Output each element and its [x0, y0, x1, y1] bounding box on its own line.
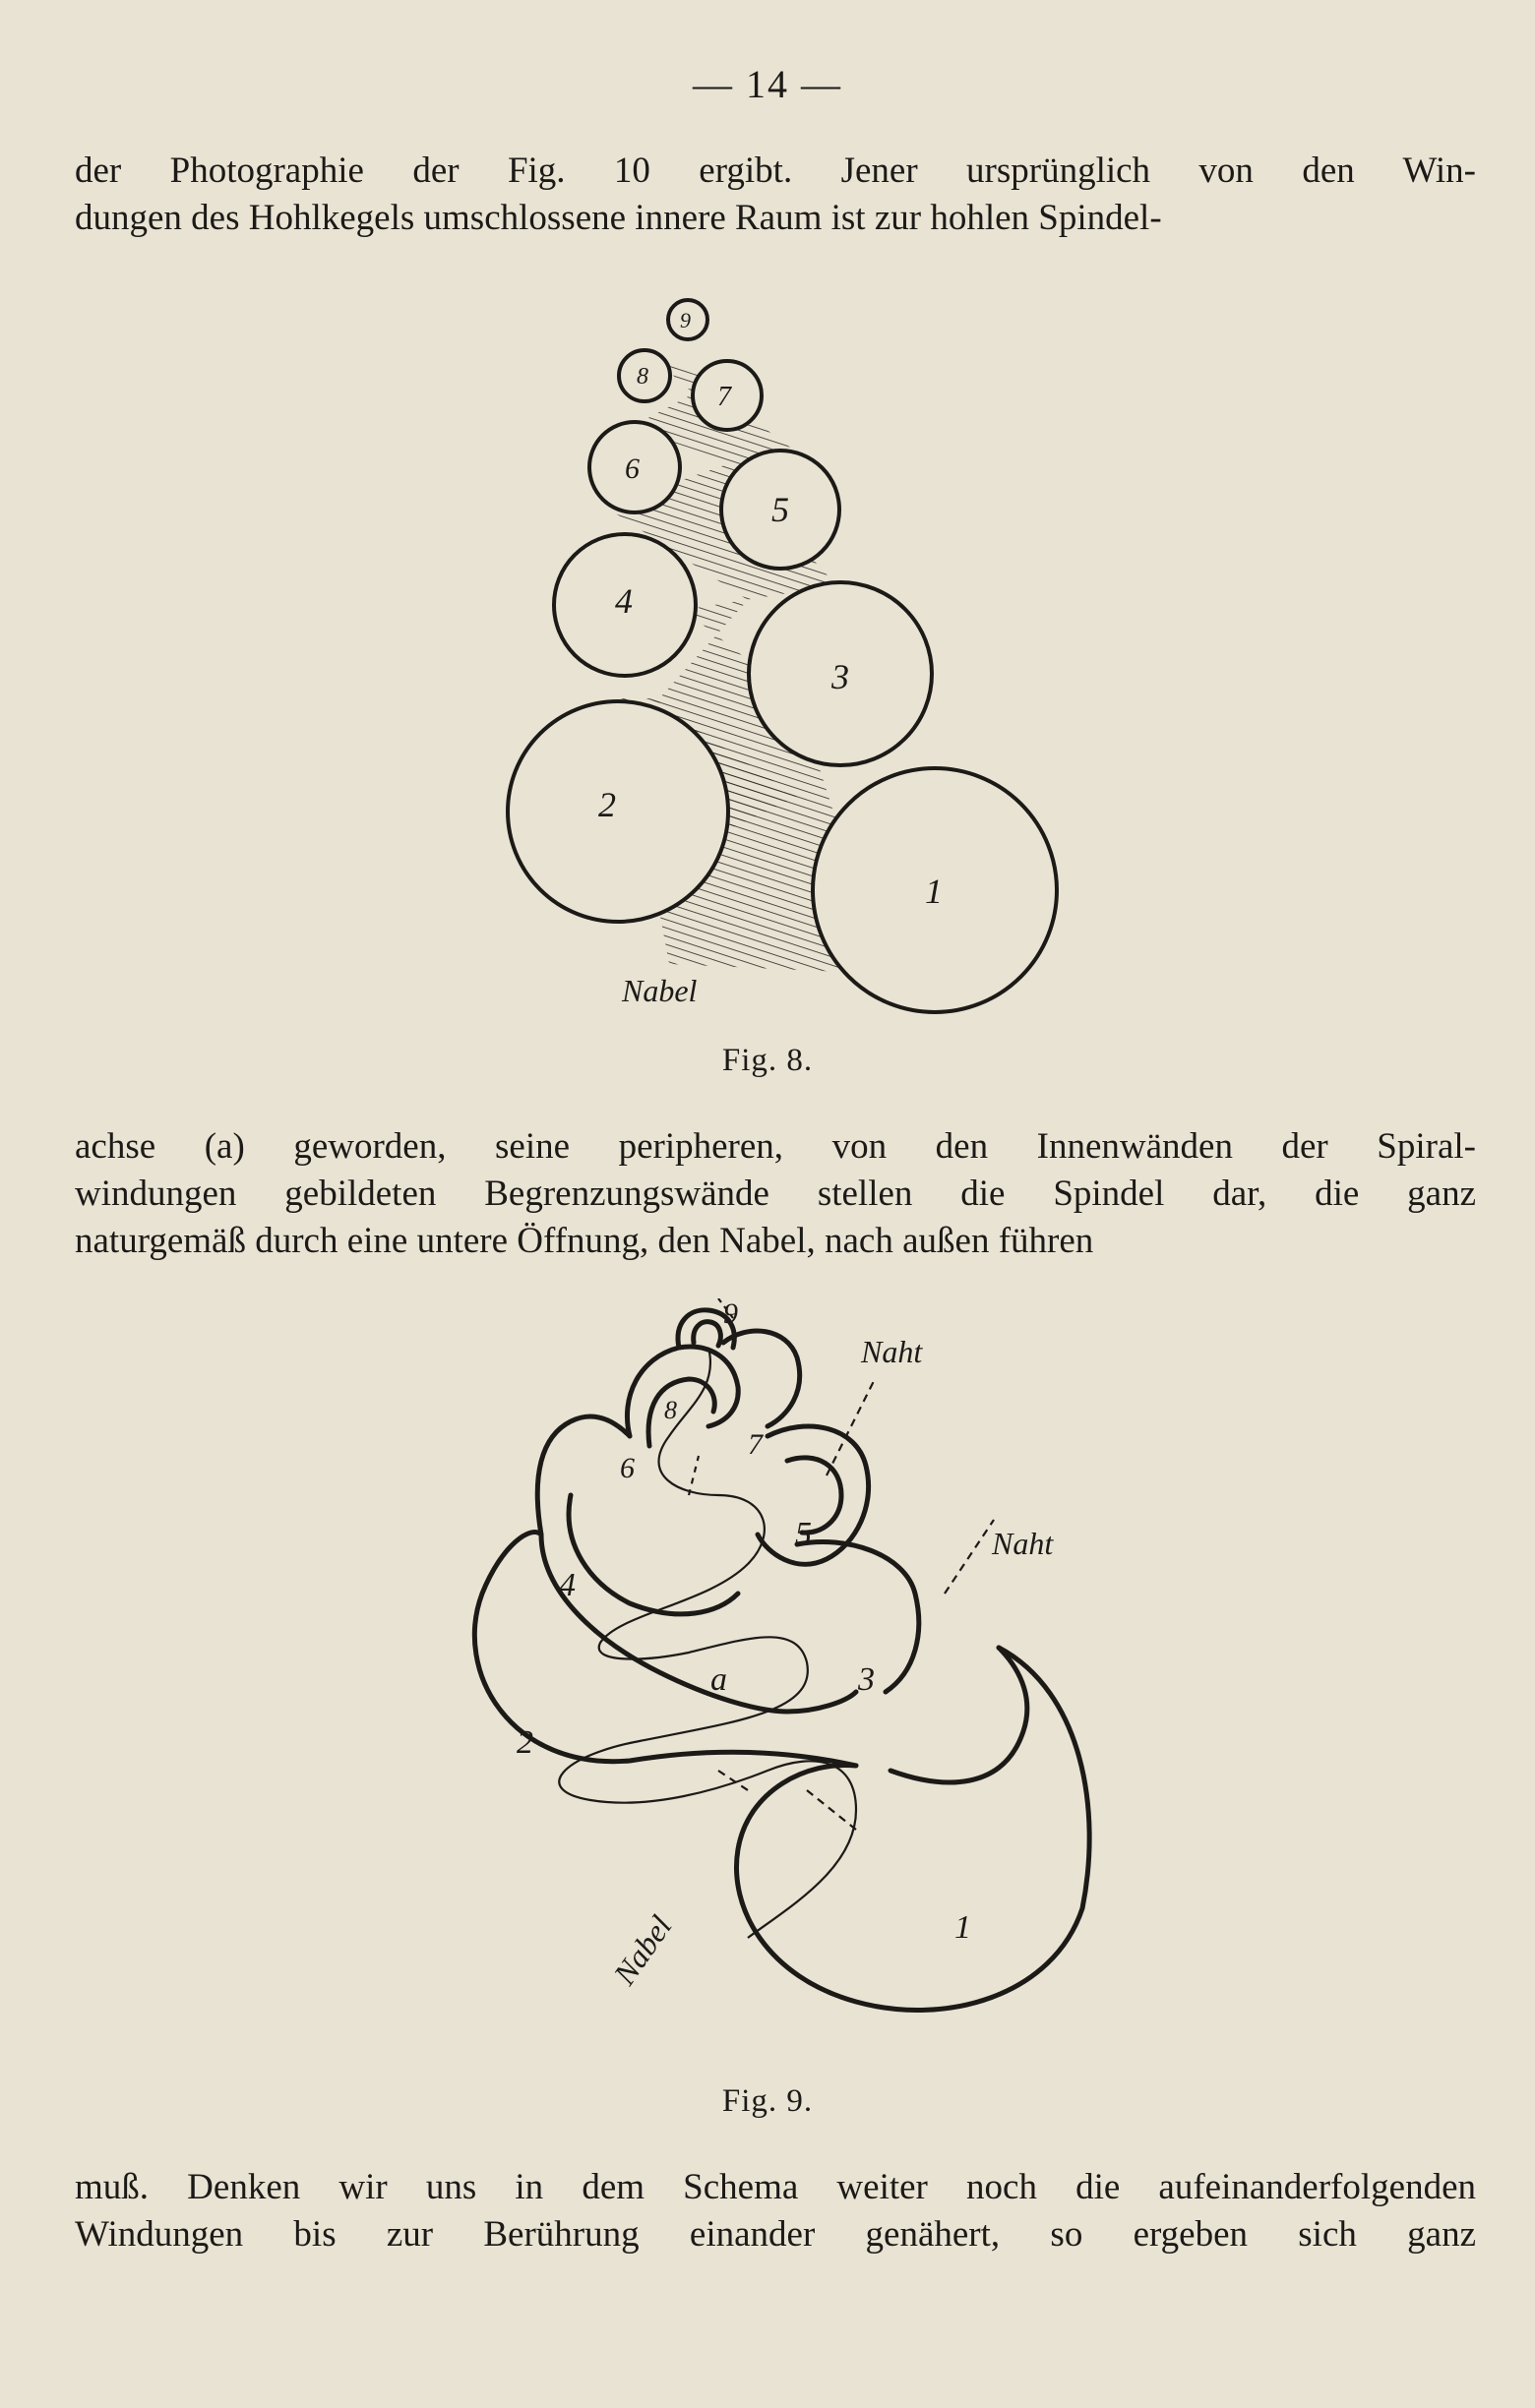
whorl-outline-9 — [694, 1322, 721, 1346]
page-number: — 14 — — [693, 62, 842, 106]
text-line: naturgemäß durch eine untere Öffnung, den Nabel, nach außen führen — [75, 1221, 1094, 1261]
whorl-label-3: 3 — [831, 657, 849, 696]
figure-8-diagram — [472, 285, 1082, 1033]
whorl-label-3: 3 — [858, 1661, 875, 1698]
paragraph-middle — [75, 1123, 1476, 1265]
whorl-outline-inner — [890, 1648, 1027, 1782]
text-line: achse (a) geworden, seine peripheren, von den Innenwänden der Spiral- — [75, 1126, 1476, 1167]
whorl-label-8: 8 — [664, 1396, 677, 1424]
whorl-label-9: 9 — [680, 308, 691, 332]
whorl-label-6: 6 — [625, 452, 640, 485]
paragraph-top — [75, 148, 1476, 242]
whorl-label-1: 1 — [925, 872, 943, 911]
whorl-label-2: 2 — [517, 1724, 533, 1761]
whorl-label-1: 1 — [954, 1909, 971, 1946]
whorl-outline-4-inner — [569, 1495, 738, 1614]
whorl-label-4: 4 — [559, 1567, 576, 1603]
whorl-circle-2 — [508, 701, 728, 922]
spindle-axis-curve — [559, 1348, 856, 1938]
whorl-outline-2 — [541, 1535, 856, 1712]
navel-label: Nabel — [606, 1908, 679, 1992]
whorl-label-6: 6 — [620, 1452, 635, 1484]
text-line: dungen des Hohlkegels umschlossene innere Raum ist zur hohlen Spindel- — [75, 198, 1162, 238]
whorl-label-4: 4 — [615, 581, 633, 621]
whorl-label-5: 5 — [795, 1516, 812, 1552]
suture-pointer-1 — [827, 1377, 876, 1475]
whorl-label-9: 9 — [723, 1298, 738, 1330]
whorl-outline-6 — [627, 1347, 738, 1436]
suture-label-2: Naht — [992, 1526, 1054, 1561]
whorl-label-5: 5 — [771, 490, 789, 529]
text-line: windungen gebildeten Begrenzungswände stellen die Spindel dar, die ganz — [75, 1174, 1476, 1214]
whorl-label-7: 7 — [717, 382, 731, 412]
text-line: der Photographie der Fig. 10 ergibt. Jener ursprünglich von den Win- — [75, 150, 1476, 191]
paragraph-bottom — [75, 2164, 1476, 2258]
text-line: Windungen bis zur Berührung einander genähert, so ergeben sich ganz — [75, 2214, 1476, 2255]
whorl-label-2: 2 — [598, 785, 616, 824]
whorl-outline-4 — [537, 1416, 630, 1535]
axis-label-a: a — [710, 1661, 727, 1698]
navel-label: Nabel — [622, 973, 698, 1008]
apex-dash — [689, 1456, 699, 1495]
figure-9-caption: Fig. 9. — [721, 2083, 814, 2119]
figure-9-diagram — [394, 1298, 1141, 2066]
suture-label-1: Naht — [861, 1334, 923, 1369]
whorl-label-7: 7 — [748, 1428, 763, 1461]
whorl-label-8: 8 — [637, 364, 648, 390]
text-line: muß. Denken wir uns in dem Schema weiter noch die aufeinanderfolgenden — [75, 2167, 1476, 2207]
suture-pointer-2 — [945, 1520, 994, 1594]
figure-8-caption: Fig. 8. — [721, 1043, 814, 1078]
